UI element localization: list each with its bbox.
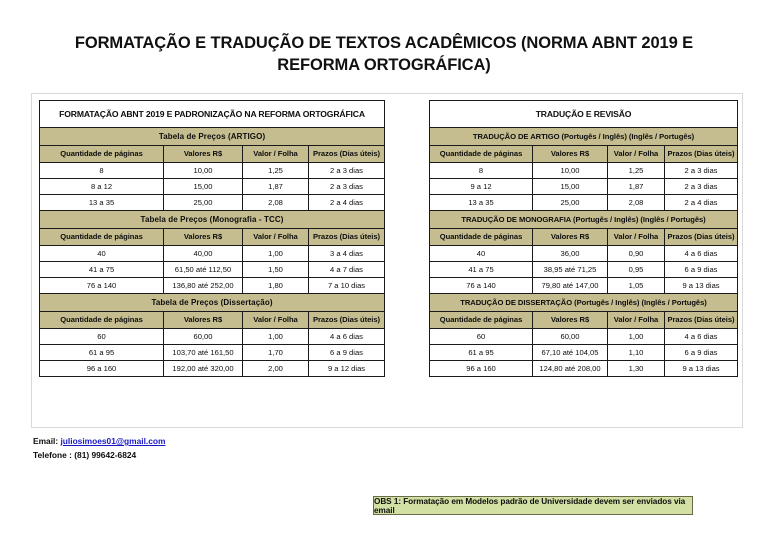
cell-pages: 60 xyxy=(40,329,164,345)
cell-deadline: 4 a 6 dias xyxy=(665,246,738,262)
cell-pages: 96 a 160 xyxy=(430,361,533,377)
cell-values: 67,10 até 104,05 xyxy=(533,345,608,361)
table-row xyxy=(40,262,385,278)
left-section-band-0 xyxy=(40,128,385,146)
cell-pages: 61 a 95 xyxy=(430,345,533,361)
col-values: Valores R$ xyxy=(164,229,243,246)
cell-values: 10,00 xyxy=(164,163,243,179)
col-pages: Quantidade de páginas xyxy=(40,312,164,329)
col-pages: Quantidade de páginas xyxy=(430,229,533,246)
col-values: Valores R$ xyxy=(533,146,608,163)
left-table-title-row xyxy=(40,101,385,128)
table-row xyxy=(40,195,385,211)
cell-values: 25,00 xyxy=(533,195,608,211)
col-pages: Quantidade de páginas xyxy=(40,146,164,163)
col-values: Valores R$ xyxy=(164,146,243,163)
obs-note-text: OBS 1: Formatação em Modelos padrão de Universidade devem ser enviados via email xyxy=(374,496,686,515)
col-per-sheet: Valor / Folha xyxy=(608,229,665,246)
table-row xyxy=(430,246,738,262)
cell-values: 61,50 até 112,50 xyxy=(164,262,243,278)
col-pages: Quantidade de páginas xyxy=(430,146,533,163)
right-band-label-1: TRADUÇÃO DE MONOGRAFIA (Portugês / Inglês) (Inglês / Portugês) xyxy=(430,211,738,229)
email-link[interactable]: juliosimoes01@gmail.com xyxy=(60,436,166,446)
cell-deadline: 9 a 12 dias xyxy=(309,361,385,377)
cell-deadline: 6 a 9 dias xyxy=(665,345,738,361)
cell-values: 40,00 xyxy=(164,246,243,262)
cell-values: 124,80 até 208,00 xyxy=(533,361,608,377)
table-row xyxy=(430,329,738,345)
col-deadline: Prazos (Dias úteis) xyxy=(309,312,385,329)
traducao-pricing-table xyxy=(429,100,738,377)
cell-per-sheet: 1,87 xyxy=(243,179,309,195)
col-deadline: Prazos (Dias úteis) xyxy=(665,312,738,329)
left-band-label-0: Tabela de Preços (ARTIGO) xyxy=(40,128,385,146)
cell-deadline: 2 a 3 dias xyxy=(309,179,385,195)
left-column-header-0 xyxy=(40,146,385,163)
table-row xyxy=(430,361,738,377)
cell-deadline: 2 a 4 dias xyxy=(309,195,385,211)
col-per-sheet: Valor / Folha xyxy=(243,146,309,163)
cell-per-sheet: 1,10 xyxy=(608,345,665,361)
right-column-header-1 xyxy=(430,229,738,246)
cell-pages: 13 a 35 xyxy=(40,195,164,211)
col-per-sheet: Valor / Folha xyxy=(243,229,309,246)
col-deadline: Prazos (Dias úteis) xyxy=(665,229,738,246)
cell-per-sheet: 1,00 xyxy=(608,329,665,345)
table-row xyxy=(430,179,738,195)
cell-per-sheet: 1,50 xyxy=(243,262,309,278)
cell-values: 136,80 até 252,00 xyxy=(164,278,243,294)
cell-pages: 76 a 140 xyxy=(40,278,164,294)
cell-per-sheet: 1,87 xyxy=(608,179,665,195)
col-per-sheet: Valor / Folha xyxy=(243,312,309,329)
cell-per-sheet: 1,30 xyxy=(608,361,665,377)
cell-pages: 9 a 12 xyxy=(430,179,533,195)
col-deadline: Prazos (Dias úteis) xyxy=(309,229,385,246)
cell-per-sheet: 1,25 xyxy=(243,163,309,179)
cell-values: 25,00 xyxy=(164,195,243,211)
cell-deadline: 6 a 9 dias xyxy=(665,262,738,278)
right-band-label-2: TRADUÇÃO DE DISSERTAÇÃO (Portugês / Inglês) (Inglês / Portugês) xyxy=(430,294,738,312)
cell-deadline: 9 a 13 dias xyxy=(665,278,738,294)
table-row xyxy=(40,345,385,361)
cell-per-sheet: 1,00 xyxy=(243,246,309,262)
table-row xyxy=(430,262,738,278)
formatacao-pricing-table xyxy=(39,100,385,377)
cell-per-sheet: 1,80 xyxy=(243,278,309,294)
table-row xyxy=(430,163,738,179)
cell-pages: 76 a 140 xyxy=(430,278,533,294)
cell-pages: 40 xyxy=(40,246,164,262)
phone-row: Telefone : (81) 99642-6824 xyxy=(33,450,137,460)
cell-per-sheet: 2,08 xyxy=(243,195,309,211)
table-row xyxy=(40,329,385,345)
table-row xyxy=(40,278,385,294)
cell-deadline: 4 a 6 dias xyxy=(665,329,738,345)
cell-per-sheet: 2,00 xyxy=(243,361,309,377)
cell-per-sheet: 0,95 xyxy=(608,262,665,278)
contact-footer xyxy=(33,434,165,462)
cell-deadline: 6 a 9 dias xyxy=(309,345,385,361)
cell-pages: 40 xyxy=(430,246,533,262)
cell-values: 10,00 xyxy=(533,163,608,179)
left-table-title: FORMATAÇÃO ABNT 2019 E PADRONIZAÇÃO NA REFORMA ORTOGRÁFICA xyxy=(40,101,385,128)
page-title: FORMATAÇÃO E TRADUÇÃO DE TEXTOS ACADÊMICOS (NORMA ABNT 2019 E REFORMA ORTOGRÁFICA) xyxy=(74,34,694,74)
email-row xyxy=(33,434,165,448)
left-column-header-1 xyxy=(40,229,385,246)
right-section-band-0 xyxy=(430,128,738,146)
right-section-band-1 xyxy=(430,211,738,229)
cell-pages: 8 xyxy=(40,163,164,179)
cell-per-sheet: 1,05 xyxy=(608,278,665,294)
cell-pages: 41 a 75 xyxy=(40,262,164,278)
right-table-title-row xyxy=(430,101,738,128)
cell-values: 60,00 xyxy=(164,329,243,345)
cell-per-sheet: 0,90 xyxy=(608,246,665,262)
right-column-header-0 xyxy=(430,146,738,163)
left-section-band-1 xyxy=(40,211,385,229)
cell-values: 103,70 até 161,50 xyxy=(164,345,243,361)
cell-values: 36,00 xyxy=(533,246,608,262)
cell-deadline: 2 a 3 dias xyxy=(665,163,738,179)
cell-values: 38,95 até 71,25 xyxy=(533,262,608,278)
cell-values: 79,80 até 147,00 xyxy=(533,278,608,294)
right-column-header-2 xyxy=(430,312,738,329)
cell-deadline: 9 a 13 dias xyxy=(665,361,738,377)
table-row xyxy=(40,179,385,195)
cell-deadline: 3 a 4 dias xyxy=(309,246,385,262)
right-section-band-2 xyxy=(430,294,738,312)
col-per-sheet: Valor / Folha xyxy=(608,312,665,329)
table-row xyxy=(40,361,385,377)
col-values: Valores R$ xyxy=(533,312,608,329)
col-per-sheet: Valor / Folha xyxy=(608,146,665,163)
email-label: Email: xyxy=(33,436,59,446)
cell-deadline: 4 a 6 dias xyxy=(309,329,385,345)
cell-pages: 96 a 160 xyxy=(40,361,164,377)
cell-deadline: 2 a 3 dias xyxy=(309,163,385,179)
table-row xyxy=(430,278,738,294)
right-band-label-0: TRADUÇÃO DE ARTIGO (Portugês / Inglês) (Inglês / Portugês) xyxy=(430,128,738,146)
cell-per-sheet: 2,08 xyxy=(608,195,665,211)
col-values: Valores R$ xyxy=(164,312,243,329)
cell-deadline: 2 a 4 dias xyxy=(665,195,738,211)
cell-pages: 61 a 95 xyxy=(40,345,164,361)
col-deadline: Prazos (Dias úteis) xyxy=(665,146,738,163)
left-section-band-2 xyxy=(40,294,385,312)
cell-values: 192,00 até 320,00 xyxy=(164,361,243,377)
cell-pages: 13 a 35 xyxy=(430,195,533,211)
table-row xyxy=(430,345,738,361)
cell-deadline: 2 a 3 dias xyxy=(665,179,738,195)
col-deadline: Prazos (Dias úteis) xyxy=(309,146,385,163)
table-row xyxy=(430,195,738,211)
cell-per-sheet: 1,70 xyxy=(243,345,309,361)
col-pages: Quantidade de páginas xyxy=(40,229,164,246)
left-band-label-1: Tabela de Preços (Monografia - TCC) xyxy=(40,211,385,229)
cell-per-sheet: 1,25 xyxy=(608,163,665,179)
cell-pages: 8 a 12 xyxy=(40,179,164,195)
cell-pages: 60 xyxy=(430,329,533,345)
left-column-header-2 xyxy=(40,312,385,329)
obs-note-banner xyxy=(373,496,693,515)
right-table-title: TRADUÇÃO E REVISÃO xyxy=(430,101,738,128)
cell-pages: 41 a 75 xyxy=(430,262,533,278)
table-row xyxy=(40,246,385,262)
cell-values: 15,00 xyxy=(533,179,608,195)
table-row xyxy=(40,163,385,179)
cell-pages: 8 xyxy=(430,163,533,179)
cell-deadline: 4 a 7 dias xyxy=(309,262,385,278)
cell-values: 60,00 xyxy=(533,329,608,345)
left-band-label-2: Tabela de Preços (Dissertação) xyxy=(40,294,385,312)
cell-per-sheet: 1,00 xyxy=(243,329,309,345)
cell-deadline: 7 a 10 dias xyxy=(309,278,385,294)
col-pages: Quantidade de páginas xyxy=(430,312,533,329)
col-values: Valores R$ xyxy=(533,229,608,246)
cell-values: 15,00 xyxy=(164,179,243,195)
